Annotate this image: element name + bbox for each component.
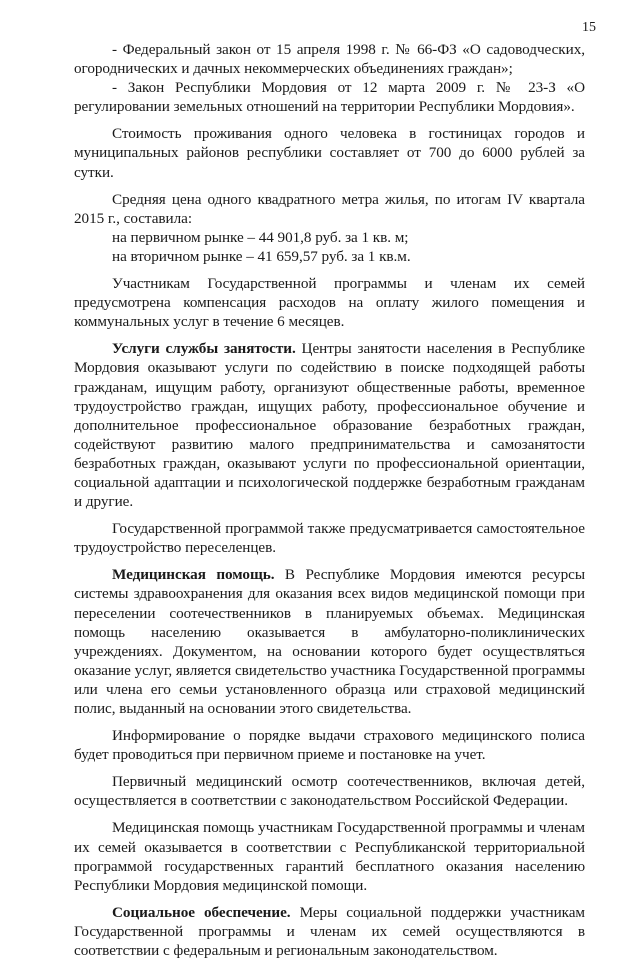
social-text: Меры социальной поддержки участникам Государственной программы и членам их семей осуществляются в соответствии с федеральным и региональным законодательством. (74, 903, 585, 960)
self-employment-paragraph: Государственной программой также предусматривается самостоятельное трудоустройство переселенцев. (74, 520, 585, 557)
insurance-info-paragraph: Информирование о порядке выдачи страхового медицинского полиса будет проводиться при первичном приеме и постановке на учет. (74, 727, 585, 764)
medical-heading: Медицинская помощь. (112, 566, 275, 584)
social-paragraph (74, 903, 585, 960)
medical-text: В Республике Мордовия имеются ресурсы системы здравоохранения для оказания всех видов медицинской помощи при переселении соотечественников в планируемых объемах. Медицинская помощь населению оказывается в амбулаторно-поликлинических учреждениях. Документом, на основании которого будет осуществляться оказание услуг, является свидетельство участника Государственной программы или члена его семьи установленного образца или страховой медицинский полис, выданный на основании этого свидетельства. (74, 566, 585, 717)
compensation-paragraph: Участникам Государственной программы и членам их семей предусмотрена компенсация расходов на оплату жилого помещения и коммунальных услуг в течение 6 месяцев. (74, 275, 585, 331)
employment-paragraph (74, 339, 585, 511)
medical-paragraph (74, 565, 585, 718)
employment-text: Центры занятости населения в Республике Мордовия оказывают услуги по содействию в поиске подходящей работы гражданам, ищущим работу, организуют общественные работы, временное трудоустройство граждан, ищущих работу, профессиональное обучение и дополнительное профессиональное образование безработных граждан, содействуют развитию малого предпринимательства и самозанятости безработных граждан, оказывают услуги по профессиональной ориентации, социальной адаптации и психологической поддержке безработным гражданам и другие. (74, 340, 585, 511)
average-price-paragraph: Средняя цена одного квадратного метра жилья, по итогам IV квартала 2015 г., составила: (74, 190, 585, 227)
medical-exam-paragraph: Первичный медицинский осмотр соотечественников, включая детей, осуществляется в соответствии с законодательством Российской Федерации. (74, 773, 585, 810)
law-66-paragraph: - Федеральный закон от 15 апреля 1998 г. № 66-ФЗ «О садоводческих, огороднических и дачных некоммерческих объединениях граждан»; (74, 41, 585, 78)
secondary-market-line: на вторичном рынке – 41 659,57 руб. за 1 кв.м. (112, 247, 411, 265)
hotel-cost-paragraph: Стоимость проживания одного человека в гостиницах городов и муниципальных районов республики составляет от 700 до 6000 рублей за сутки. (74, 125, 585, 181)
document-body (74, 40, 585, 960)
social-heading: Социальное обеспечение. (112, 903, 291, 921)
law-23-paragraph: - Закон Республики Мордовия от 12 марта 2009 г. № 23-З «О регулировании земельных отношений на территории Республики Мордовия». (74, 79, 585, 116)
page-number: 15 (582, 20, 596, 35)
medical-program-paragraph: Медицинская помощь участникам Государственной программы и членам их семей оказывается в соответствии с Республиканской территориальной программой государственных гарантий бесплатного оказания населению Республики Мордовия медицинской помощи. (74, 819, 585, 894)
employment-heading: Услуги службы занятости. (112, 340, 296, 358)
primary-market-line: на первичном рынке – 44 901,8 руб. за 1 кв. м; (112, 228, 409, 246)
